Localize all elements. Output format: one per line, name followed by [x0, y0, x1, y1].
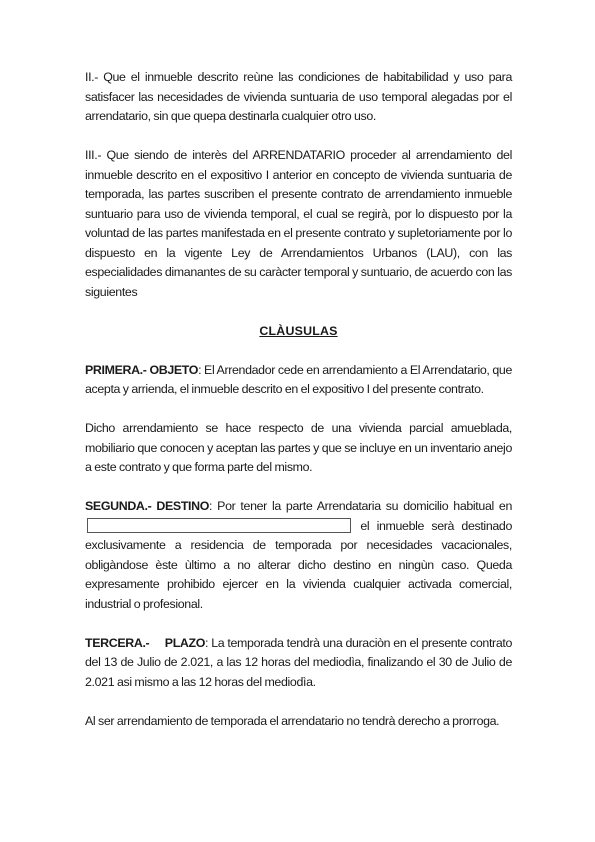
- clausula-segunda-label: SEGUNDA.- DESTINO: [85, 499, 210, 513]
- clausula-primera-paragraph-2: Dicho arrendamiento se hace respecto de una vivienda parcial amueblada, mobiliario que conocen y aceptan las partes y que se incluye en un inventario anejo a este contrato y que forma parte del mismo.: [85, 421, 512, 474]
- clausula-segunda-text-after: el inmueble serà destinado exclusivamente a residencia de temporada por necesidades vacacionales, obligàndose èste ùltimo a no alterar dicho destino en ningùn caso. Queda expresamente prohibido ejercer en la vivienda cualquier activada comercial, industrial o profesional.: [85, 518, 512, 611]
- clausula-primera-text: : El Arrendador cede en arrendamiento a El Arrendatario, que acepta y arrienda, el inmueble descrito en el expositivo I del presente contrato.: [85, 362, 512, 396]
- clausula-segunda: [85, 497, 512, 614]
- expositivo-ii: II.- Que el inmueble descrito reùne las condiciones de habitabilidad y uso para satisfacer las necesidades de vivienda suntuaria de uso temporal alegadas por el arrendatario, sin que quepa destinarla cualquier otro uso.: [85, 70, 512, 123]
- clausula-primera-label: PRIMERA.- OBJETO: [85, 362, 199, 377]
- domicilio-input-field[interactable]: [87, 518, 351, 533]
- clausula-tercera-paragraph-2: Al ser arrendamiento de temporada el arrendatario no tendrà derecho a prorroga.: [85, 713, 500, 728]
- clausula-tercera: [85, 634, 512, 693]
- document-page: [85, 68, 512, 751]
- clausulas-heading: CLÀUSULAS: [259, 323, 338, 338]
- clausula-tercera-text: : La temporada tendrà una duraciòn en el presente contrato del 13 de Julio de 2.021, a las 12 horas del mediodìa, finalizando el 30 de Julio de 2.021 asi mismo a las 12 horas del mediodìa.: [85, 635, 512, 689]
- clausula-tercera-label: TERCERA.- PLAZO: [85, 635, 206, 650]
- clausula-primera: [85, 361, 512, 400]
- expositivo-iii: III.- Que siendo de interès del ARRENDATARIO proceder al arrendamiento del inmueble descrito en el expositivo I anterior en concepto de vivienda suntuaria de temporada, las partes suscriben el presente contrato de arrendamiento inmueble suntuario para uso de vivienda temporal, el cual se regirà, por lo dispuesto por la voluntad de las partes manifestada en el presente contrato y supletoriamente por lo dispuesto en la vigente Ley de Arrendamientos Urbanos (LAU), con las especialidades dimanantes de su caràcter temporal y suntuario, de acuerdo con las siguientes: [85, 148, 512, 299]
- clausula-segunda-text-before: : Por tener la parte Arrendataria su domicilio habitual en: [209, 499, 512, 513]
